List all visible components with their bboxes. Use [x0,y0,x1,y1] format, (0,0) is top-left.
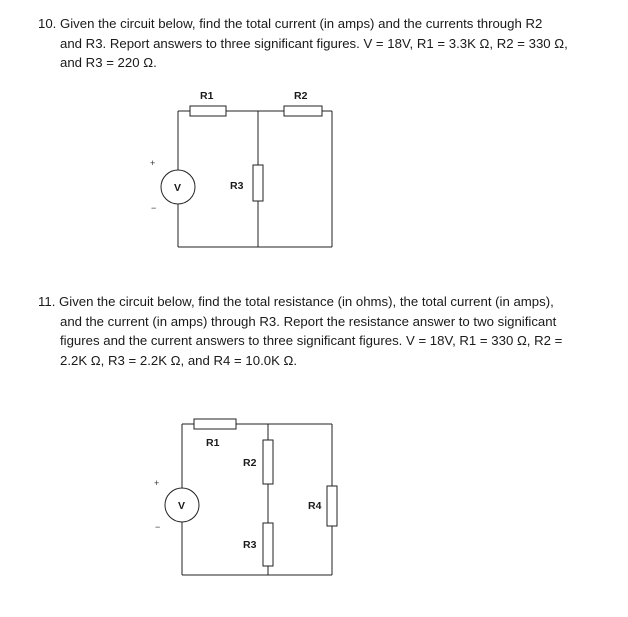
circuit-2-r1-label: R1 [206,437,220,449]
circuit-2-r4-resistor [327,486,337,526]
circuit-2-r2-label: R2 [243,457,257,469]
circuit-2-minus-sign: − [155,522,161,532]
circuit-1-source-label: V [174,182,182,194]
circuit-1-r1-label: R1 [200,90,214,102]
problem-10-line-3: and R3 = 220 Ω. [60,55,157,70]
problem-10-line-1: 10. Given the circuit below, find the total current (in amps) and the currents through R2 [38,16,543,31]
circuit-2 [165,419,337,575]
circuit-2-source-label: V [178,500,186,512]
problem-10-line-2: and R3. Report answers to three significant figures. V = 18V, R1 = 3.3K Ω, R2 = 330 Ω, [60,35,568,51]
circuit-1-plus-sign: + [150,158,156,168]
circuit-1-r2-label: R2 [294,90,308,102]
circuit-2-plus-sign: + [154,478,160,488]
circuit-2-r3-resistor [263,523,273,566]
circuit-2-r3-label: R3 [243,539,257,551]
circuit-1 [161,106,332,247]
problem-11-line-3: figures and the current answers to three significant figures. V = 18V, R1 = 330 Ω, R2 = [60,333,563,348]
circuit-2-r1-resistor [194,419,236,429]
circuit-1-r2-resistor [284,106,322,116]
problem-11-line-4: 2.2K Ω, R3 = 2.2K Ω, and R4 = 10.0K Ω. [60,352,298,368]
circuit-1-r1-resistor [190,106,226,116]
problem-11-line-1: 11. Given the circuit below, find the total resistance (in ohms), the total current (in amps), [38,294,554,309]
circuit-1-r3-resistor [253,165,263,201]
circuit-2-r2-resistor [263,440,273,484]
circuit-2-r4-label: R4 [308,500,322,512]
problem-11-line-2: and the current (in amps) through R3. Report the resistance answer to two significant [60,313,557,329]
circuit-1-r3-label: R3 [230,180,244,192]
circuit-1-minus-sign: − [151,203,157,213]
